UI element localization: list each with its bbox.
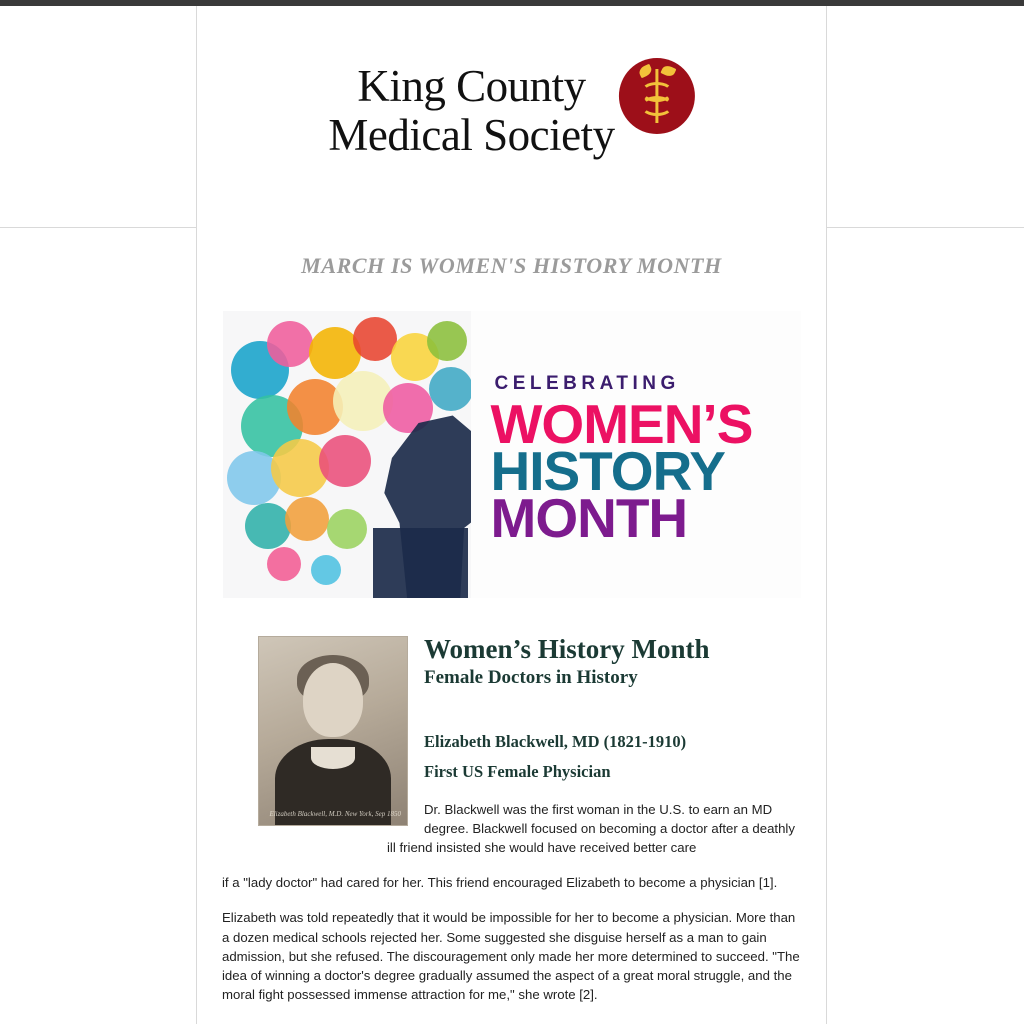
person-name-heading: Elizabeth Blackwell, MD (1821-1910) [424,731,687,751]
page-title: Women’s History Month [424,634,710,664]
article-body [197,598,826,1020]
logo-line-one: King County [357,61,586,111]
hero-line-history: HISTORY [490,440,725,502]
masthead [197,6,826,227]
band-title: MARCH IS WOMEN'S HISTORY MONTH [301,253,722,278]
hero-line-womens: WOMEN’S [490,393,753,455]
portrait-signature-caption: Elizabeth Blackwell, M.D. New York, Sep 1850 [269,810,401,819]
newsletter-page [0,6,1024,1024]
logo-wordmark [328,62,614,159]
hero-celebrating-text: CELEBRATING [494,373,680,394]
paragraph-one-continued: if a "lady doctor" had cared for her. This friend encouraged Elizabeth to become a physician [1]. [222,875,778,891]
paragraph-two: Elizabeth was told repeatedly that it would be impossible for her to become a physician. More than a dozen medical schools rejected her. Some suggested she disguise herself as a man to gain admission, but she refused. The discouragement only made her more determined to succeed. "The idea of winning a doctor's degree gradually assumed the aspect of a great moral struggle, and the moral fight possessed immense attraction for me," she wrote [2]. [222,910,800,1002]
hero-banner-image [223,311,801,598]
caduceus-snake-lower [641,96,673,116]
portrait-photo-elizabeth-blackwell [258,636,408,826]
caduceus-icon [619,58,695,134]
content-column [197,6,826,1024]
portrait-head [303,663,363,737]
logo-line-two: Medical Society [328,109,615,160]
right-margin-rule [826,6,827,1024]
organization-logo[interactable] [328,62,694,159]
portrait-collar [311,747,355,769]
section-band [197,227,826,297]
paragraph-one-wrapped: Dr. Blackwell was the first woman in the U.S. to earn an MD degree. Blackwell focused on becoming a doctor after a deathly ill friend insisted she would have received better care [387,801,795,856]
hero-line-month: MONTH [490,487,688,549]
page-subtitle: Female Doctors in History [424,667,638,689]
hero-text-panel [471,311,801,598]
person-title-heading: First US Female Physician [424,761,611,781]
